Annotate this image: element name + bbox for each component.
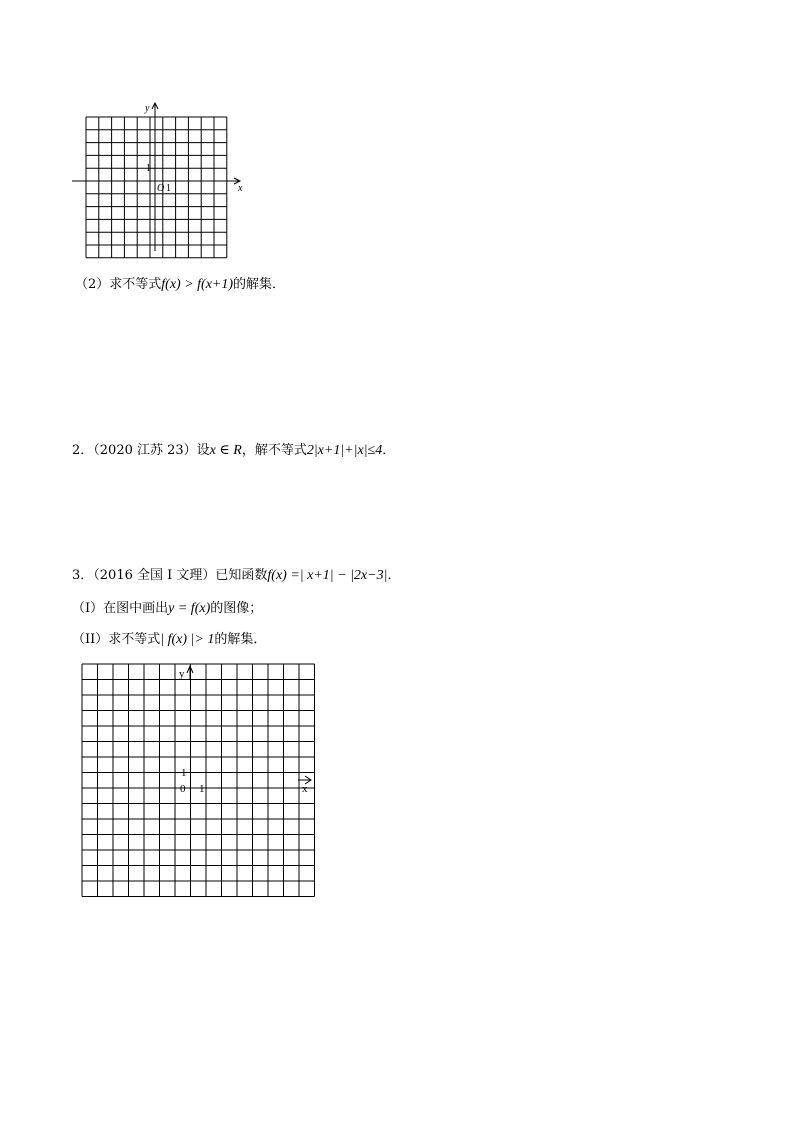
- y-one-label-2: 1: [181, 767, 187, 779]
- q1-part2-prefix: （2）求不等式: [75, 277, 162, 292]
- x-axis-label-2: x: [302, 783, 308, 795]
- y-axis-label-2: y: [179, 668, 185, 680]
- coordinate-grid-figure-2: [78, 660, 318, 900]
- q3-part2-math: | f(x) |> 1: [160, 632, 215, 647]
- q2-math-2: 2|x+1|+|x|≤4: [306, 443, 383, 458]
- question-1-part-2: [75, 277, 285, 293]
- q2-math-1: x ∈ R: [209, 443, 242, 458]
- origin-label-1: O: [157, 183, 165, 194]
- x-one-label-2: 1: [199, 783, 205, 795]
- q3-part2-suffix: 的解集．: [214, 632, 267, 647]
- grid-lines-2: [82, 664, 315, 897]
- q3-part1-prefix: （I）在图中画出: [72, 601, 169, 616]
- q1-part2-suffix: 的解集．: [233, 277, 286, 292]
- origin-label-2: 0: [180, 783, 186, 795]
- q2-suffix: ．: [382, 443, 396, 458]
- x-axis-label-1: x: [238, 183, 243, 194]
- y-axis-label-1: y: [145, 103, 150, 114]
- q2-prefix: 2．（2020 江苏 23）设: [72, 443, 210, 458]
- coordinate-grid-figure-1: [60, 95, 260, 260]
- y-one-label-1: 1: [146, 163, 151, 174]
- x-one-label-1: 1: [166, 183, 171, 194]
- q3-part1-suffix: 的图像；: [210, 601, 263, 616]
- q3-math: f(x) =| x+1| − |2x−3|: [267, 568, 388, 583]
- q3-part1-math: y = f(x): [168, 601, 211, 616]
- q2-mid: ，解不等式: [241, 443, 307, 458]
- q3-part2-prefix: （II）求不等式: [72, 632, 161, 647]
- question-3-part-1: [72, 601, 262, 617]
- q1-part2-math: f(x) > f(x+1): [161, 277, 234, 292]
- question-3: [72, 568, 400, 584]
- q3-suffix: ．: [387, 568, 401, 583]
- question-3-part-2: [72, 632, 266, 648]
- question-2: [72, 443, 395, 459]
- q3-prefix: 3．（2016 全国 I 文理）已知函数: [72, 568, 268, 583]
